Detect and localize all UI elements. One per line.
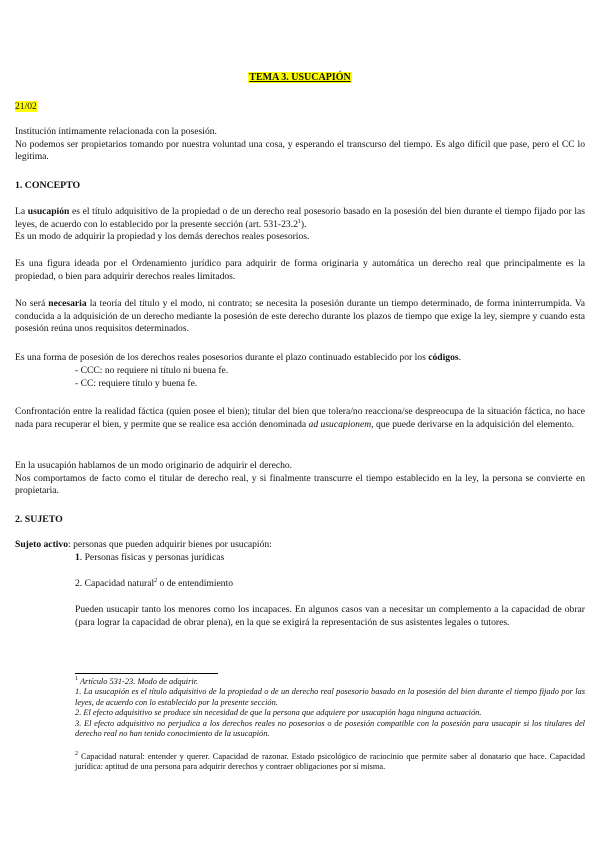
concepto-paragraph-2: Es una figura ideada por el Ordenamiento jurídico para adquirir de forma originaria y automática un derecho real que principalmente es la propiedad, o bien para adquirir derechos reales limitados. bbox=[15, 258, 585, 282]
document-title: TEMA 3. USUCAPIÓN bbox=[249, 72, 351, 83]
concepto-paragraph-1: La usucapión es el título adquisitivo de la propiedad o de un derecho real posesorio basado en la posesión del bien durante el tiempo fijado por las leyes, de acuerdo con lo establecido por la presente sección (art. 531-23.2$^1$). Es un modo de adquirir la propiedad y los demás derechos reales posesorios. bbox=[15, 206, 585, 243]
concepto-paragraph-3: No será necesaria la teoría del título y el modo, ni contrato; se necesita la posesión durante un tiempo determinado, de forma ininterrumpida. Va conducida a la adquisición de un derecho mediante la posesión de este derecho durante los plazos de tiempo que exige la ley, siempre y cuando esta posesión reúna unos requisitos determinados. bbox=[15, 298, 585, 335]
intro-paragraph: Institución íntimamente relacionada con la posesión. No podemos ser propietarios tomando por nuestra voluntad una cosa, y esperando el transcurso del tiempo. Es algo difícil que pase, pero el CC lo legitima. bbox=[15, 126, 585, 163]
concepto-paragraph-6: En la usucapión hablamos de un modo originario de adquirir el derecho. Nos comportamos de facto como el titular de derecho real, y si finalmente transcurre el tiempo establecido en la ley, la persona se convierte en propietaria. bbox=[15, 460, 585, 497]
footnote-separator bbox=[75, 673, 218, 674]
sujeto-item-2: 2. Capacidad natural$^2$ o de entendimiento bbox=[75, 577, 234, 589]
section-heading-sujeto: 2. SUJETO bbox=[15, 514, 63, 525]
footnote-1: $^1$ Artículo 531-23. Modo de adquirir. 1. La usucapión es el título adquisitivo de la propiedad o de un derecho real posesorio basado en la posesión del bien durante el tiempo fijado por las leyes, de acuerdo con lo establecido por la presente sección. 2. El efecto adquisitivo se produce sin necesidad de que la persona que adquiere por usucapión haga ninguna actuación. 3. El efecto adquisitivo no perjudica a los derechos reales no posesorios o de posesión compatible con la posesión para usucapir si los titulares del derecho real no han tenido conocimiento de la usucapión. bbox=[75, 676, 585, 739]
sujeto-activo-line: Sujeto activo: personas que pueden adquirir bienes por usucapión: bbox=[15, 539, 272, 550]
bullet-cc: - CC: requiere título y buena fe. bbox=[75, 378, 198, 389]
concepto-paragraph-4: Es una forma de posesión de los derechos reales posesorios durante el plazo continuado establecido por los códigos. bbox=[15, 352, 462, 363]
date-label: 21/02 bbox=[15, 101, 37, 112]
concepto-paragraph-5: Confrontación entre la realidad fáctica (quien posee el bien); titular del bien que tolera/no reacciona/se despreocupa de la situación fáctica, no hace nada para recuperar el bien, y permite que se realice esa acción denominada ad usucapionem, que puede derivarse en la adquisición del elemento. bbox=[15, 406, 585, 430]
section-heading-concepto: 1. CONCEPTO bbox=[15, 180, 81, 191]
sujeto-paragraph: Pueden usucapir tanto los menores como los incapaces. En algunos casos van a necesitar un complemento a la capacidad de obrar (para lograr la capacidad de obrar plena), en la que se exigirá la representación de sus asistentes legales o tutores. bbox=[75, 604, 585, 628]
footnote-2: $^2$ Capacidad natural: entender y querer. Capacidad de razonar. Estado psicológico de raciocinio que permite saber al donatario que hace. Capacidad jurídica: aptitud de una persona para adquirir derechos y contraer obligaciones por sí misma. bbox=[75, 751, 585, 772]
bullet-ccc: - CCC: no requiere ni título ni buena fe. bbox=[75, 365, 229, 376]
sujeto-item-1: 1. Personas físicas y personas jurídicas bbox=[75, 552, 225, 563]
